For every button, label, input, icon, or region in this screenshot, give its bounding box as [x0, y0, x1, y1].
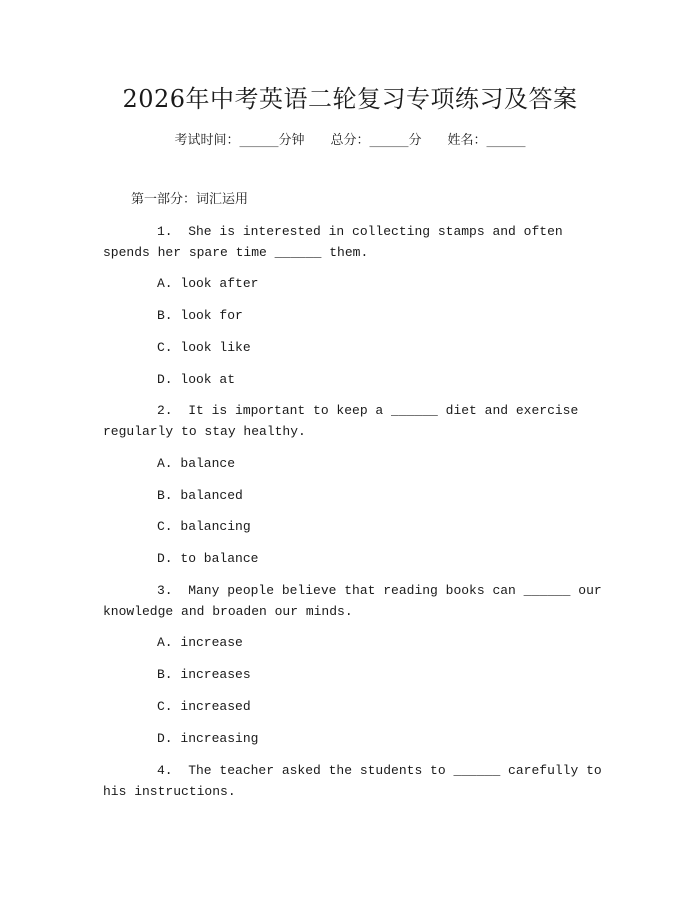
question-option: C. balancing — [157, 519, 251, 534]
section-title: 第一部分：词汇运用 — [131, 192, 249, 207]
student-name-label: 姓名：______ — [447, 133, 526, 148]
question-option: D. look at — [157, 372, 236, 387]
question-option: C. increased — [157, 699, 251, 714]
question-option: B. look for — [157, 308, 243, 323]
question-option: A. balance — [157, 456, 236, 471]
question-option: B. balanced — [157, 488, 243, 503]
question-option: A. look after — [157, 276, 259, 291]
document-title: 2026年中考英语二轮复习专项练习及答案 — [122, 85, 578, 113]
question-stem: 2. It is important to keep a ______ diet and exercise regularly to stay healthy. — [103, 403, 587, 439]
exam-meta — [0, 131, 700, 151]
exam-time-label: 考试时间：______分钟 — [174, 133, 305, 148]
question-option: D. to balance — [157, 551, 259, 566]
question-option: C. look like — [157, 340, 251, 355]
question-option: D. increasing — [157, 731, 259, 746]
total-score-label: 总分：______分 — [330, 133, 422, 148]
question-option: A. increase — [157, 635, 243, 650]
question-stem: 1. She is interested in collecting stamps and often spends her spare time ______ them. — [103, 224, 571, 260]
question-stem: 4. The teacher asked the students to ______ carefully to his instructions. — [103, 763, 610, 799]
question-stem: 3. Many people believe that reading books can ______ our knowledge and broaden our minds. — [103, 583, 610, 619]
question-option: B. increases — [157, 667, 251, 682]
